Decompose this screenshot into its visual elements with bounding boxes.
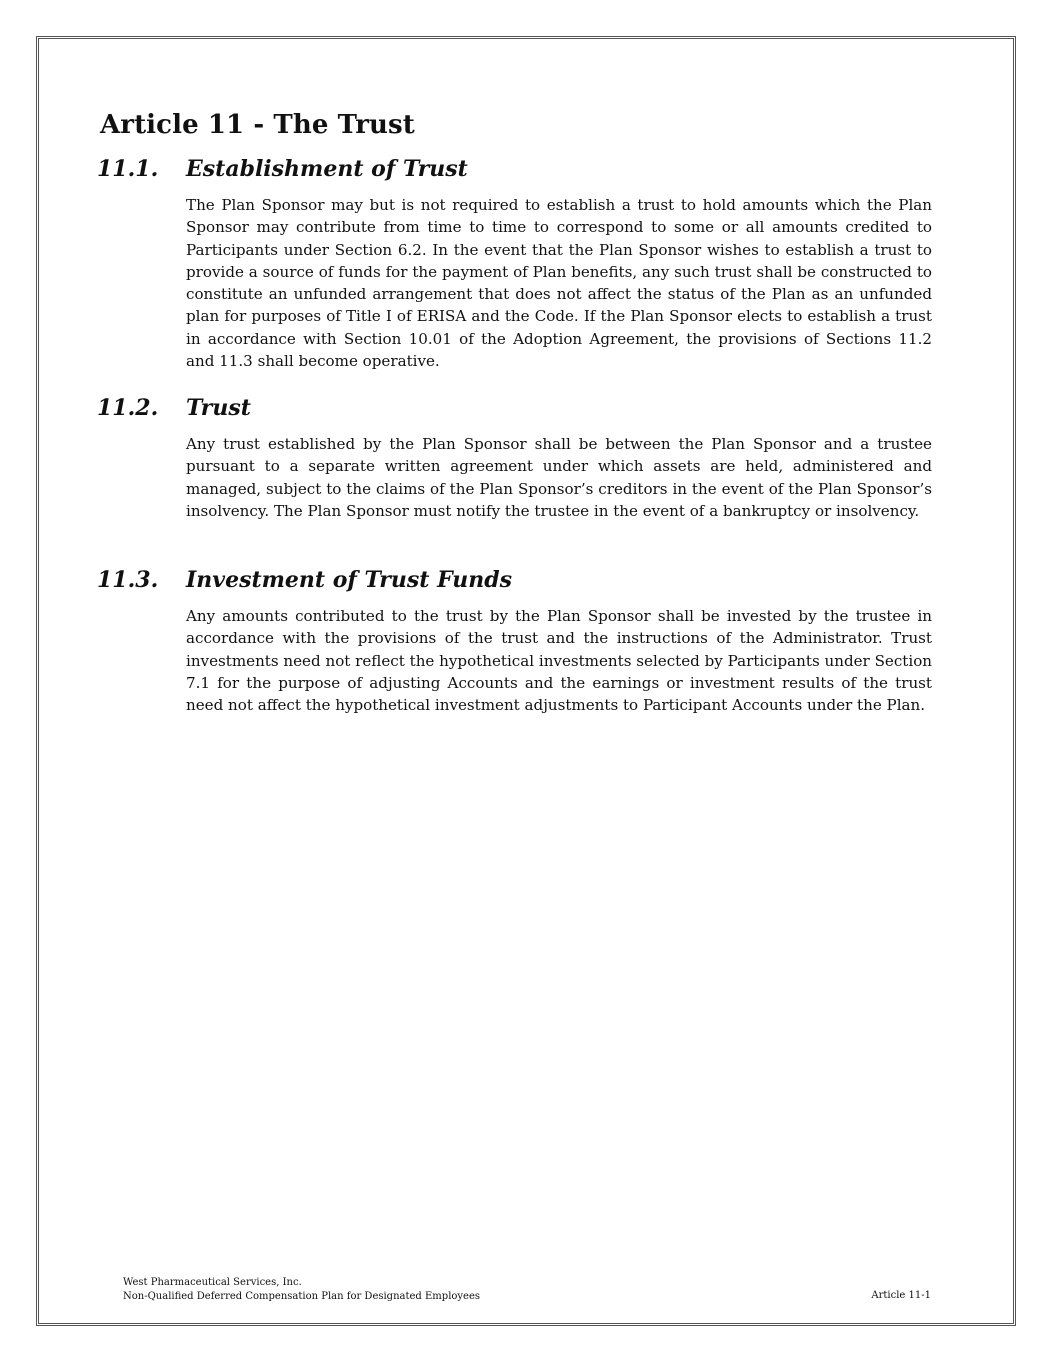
section-heading xyxy=(97,156,932,186)
section-title: Investment of Trust Funds xyxy=(186,567,513,593)
section-title: Trust xyxy=(186,395,251,421)
section-number: 11.1. xyxy=(97,156,159,182)
section-heading xyxy=(97,395,932,425)
section-body: Any amounts contributed to the trust by the Plan Sponsor shall be invested by the trustee in accordance with the provisions of the trust and the instructions of the Administrator. Trust investments need not reflect the hypothetical investments selected by Participants under Section 7.1 for the purpose of adjusting Accounts and the earnings or investment results of the trust need not affect the hypothetical investment adjustments to Participant Accounts under the Plan. xyxy=(186,607,932,715)
section-number: 11.3. xyxy=(97,567,159,593)
footer-page-label: Article 11-1 xyxy=(871,1290,931,1301)
section-body: The Plan Sponsor may but is not required to establish a trust to hold amounts which the Plan Sponsor may contribute from time to time to correspond to some or all amounts credited to Participants under Section 6.2. In the event that the Plan Sponsor wishes to establish a trust to provide a source of funds for the payment of Plan benefits, any such trust shall be constructed to constitute an unfunded arrangement that does not affect the status of the Plan as an unfunded plan for purposes of Title I of ERISA and the Code. If the Plan Sponsor elects to establish a trust in accordance with Section 10.01 of the Adoption Agreement, the provisions of Sections 11.2 and 11.3 shall become operative. xyxy=(186,196,932,371)
section-trust xyxy=(97,395,932,522)
footer-company: West Pharmaceutical Services, Inc. xyxy=(123,1277,302,1288)
section-number: 11.2. xyxy=(97,395,159,421)
section-investment-of-trust-funds xyxy=(97,567,932,716)
section-heading xyxy=(97,567,932,597)
footer-left xyxy=(123,1276,480,1303)
article-title: Article 11 - The Trust xyxy=(100,110,415,140)
footer-plan-name: Non-Qualified Deferred Compensation Plan for Designated Employees xyxy=(123,1290,481,1302)
section-body: Any trust established by the Plan Sponsor shall be between the Plan Sponsor and a trustee pursuant to a separate written agreement under which assets are held, administered and managed, subject to the claims of the Plan Sponsor’s creditors in the event of the Plan Sponsor’s insolvency. The Plan Sponsor must notify the trustee in the event of a bankruptcy or insolvency. xyxy=(186,435,932,520)
section-establishment-of-trust xyxy=(97,156,932,372)
section-title: Establishment of Trust xyxy=(186,156,468,182)
